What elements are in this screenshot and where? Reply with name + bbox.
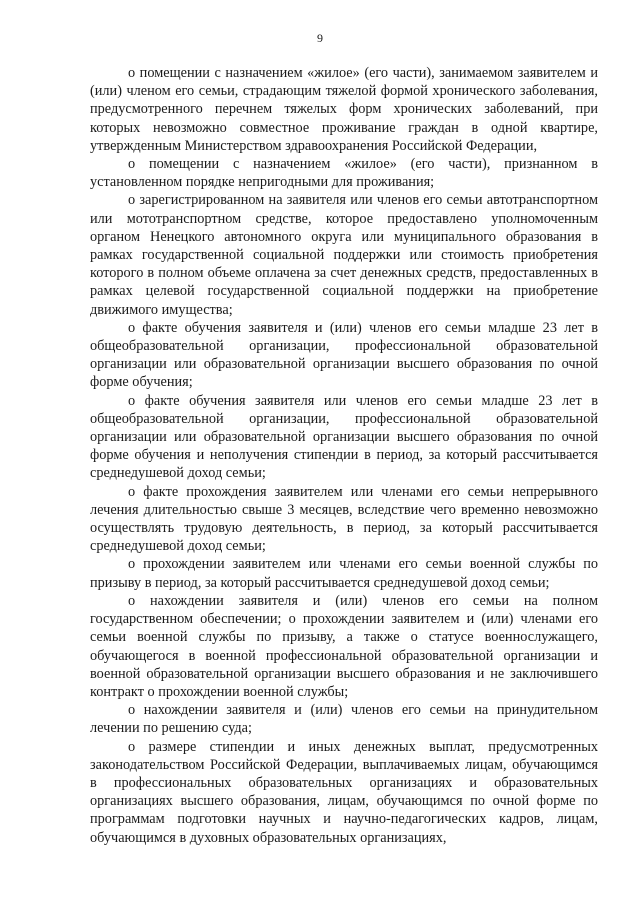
paragraph-education-full-time: о факте обучения заявителя и (или) членов его семьи младше 23 лет в общеобразовательной организации, профессиональной образовательной организации или образовательной организации высшего образования по очной форме обучения; [90, 319, 598, 391]
paragraph-stipend-amount: о размере стипендии и иных денежных выплат, предусмотренных законодательством Российской Федерации, выплачиваемых лицам, обучающимся в профессиональных образовательных организациях и образовательных организациях высшего образования, лицам, обучающимся по очной форме по программам подготовки научных и научно-педагогических кадров, лицам, обучающимся в духовных образовательных организациях, [90, 738, 598, 846]
paragraph-compulsory-treatment: о нахождении заявителя и (или) членов его семьи на принудительном лечении по решению суда; [90, 702, 598, 737]
page-number: 9 [317, 31, 323, 45]
document-body [90, 64, 598, 847]
paragraph-military-service: о прохождении заявителем или членами его семьи военной службы по призыву в период, за который рассчитывается среднедушевой доход семьи; [90, 556, 598, 591]
paragraph-education-no-stipend: о факте обучения заявителя или членов его семьи младше 23 лет в общеобразовательной организации, профессиональной образовательной организации или образовательной организации высшего образования по очной форме обучения и неполучения стипендии в период, за который рассчитывается среднедушевой доход семьи; [90, 392, 598, 482]
paragraph-premises-unfit: о помещении с назначением «жилое» (его части), признанном в установленном порядке непригодными для проживания; [90, 156, 598, 191]
paragraph-state-support: о нахождении заявителя и (или) членов его семьи на полном государственном обеспечении; о прохождении заявителем и (или) членами его семьи военной службы по призыву, а также о статусе военнослужащего, обучающегося в военной профессиональной образовательной организации и военной образовательной организации высшего образования и не заключившего контракт о прохождении военной службы; [90, 592, 598, 700]
paragraph-continuous-treatment: о факте прохождения заявителем или членами его семьи непрерывного лечения длительностью свыше 3 месяцев, вследствие чего временно невозможно осуществлять трудовую деятельность, в период, за который рассчитывается среднедушевой доход семьи; [90, 483, 598, 555]
paragraph-residential-premises-illness: о помещении с назначением «жилое» (его части), занимаемом заявителем и (или) членом его семьи, страдающим тяжелой формой хронического заболевания, предусмотренного перечнем тяжелых форм хронических заболеваний, при которых невозможно совместное проживание граждан в одной квартире, утвержденным Министерством здравоохранения Российской Федерации, [90, 65, 598, 154]
paragraph-vehicle: о зарегистрированном на заявителя или членов его семьи автотранспортном или мототранспортном средстве, которое предоставлено уполномоченным органом Ненецкого автономного округа или муниципального образования в рамках государственной социальной поддержки или стоимость приобретения которого в полном объеме оплачена за счет денежных средств, предоставленных в рамках целевой государственной социальной поддержки на приобретение движимого имущества; [90, 192, 598, 318]
